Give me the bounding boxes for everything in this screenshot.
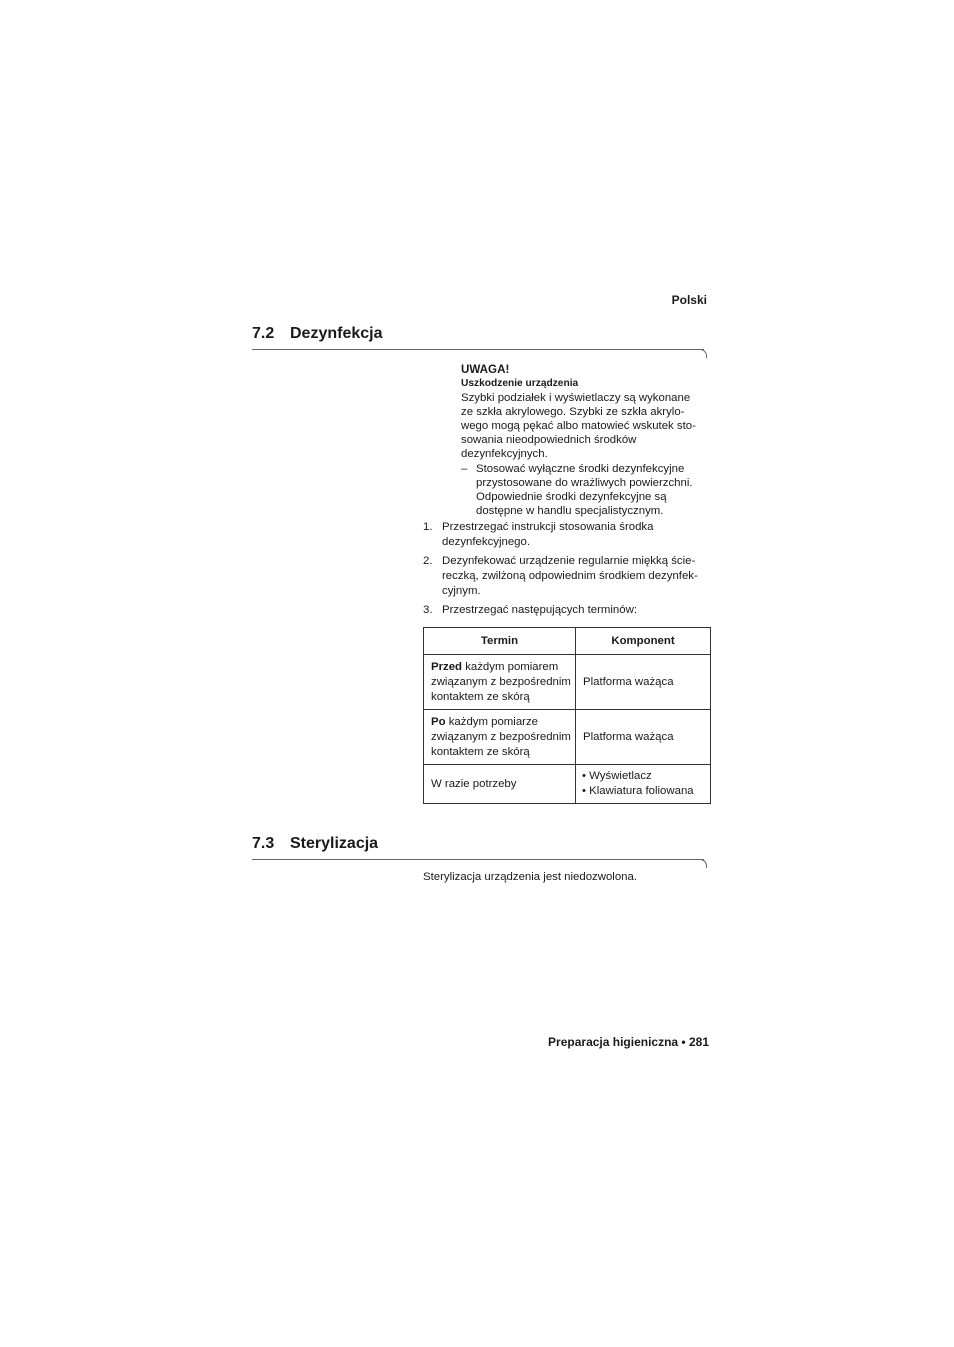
instruction-line: dostępne w handlu specjalistycznym. (476, 505, 664, 517)
instruction-line: Odpowiednie środki dezynfekcyjne są (476, 491, 667, 503)
step-line: reczką, zwilżoną odpowiednim środkiem dezynfek- (442, 570, 698, 582)
list-item (423, 554, 713, 599)
term-emphasis: Przed (431, 660, 463, 673)
section-heading-sterilization (252, 835, 378, 853)
component-cell: Platforma ważąca (576, 655, 711, 710)
term-cell: W razie potrzeby (424, 765, 576, 804)
steps-list (423, 520, 713, 622)
term-text: kontaktem ze skórą (431, 745, 530, 758)
language-label: Polski (671, 293, 707, 307)
warning-line: wego mogą pękać albo matowieć wskutek sto- (461, 420, 696, 432)
term-cell (424, 710, 576, 765)
table-header-term: Termin (424, 628, 576, 655)
instruction-line: Stosować wyłączne środki dezynfekcyjne (476, 463, 685, 475)
table-row (424, 655, 711, 710)
component-cell: Platforma ważąca (576, 710, 711, 765)
step-line: Dezynfekować urządzenie regularnie miękką ście- (442, 555, 696, 567)
list-item (423, 603, 713, 618)
section-rule-tail (700, 349, 707, 358)
instruction-line: przystosowane do wrażliwych powierzchni. (476, 477, 693, 489)
term-text: związanym z bezpośrednim (431, 675, 571, 688)
warning-subtitle: Uszkodzenie urządzenia (461, 378, 579, 389)
term-cell (424, 655, 576, 710)
step-line: dezynfekcyjnego. (442, 536, 531, 548)
warning-line: sowania nieodpowiednich środków (461, 434, 637, 446)
step-number: 2. (423, 555, 433, 567)
step-line: cyjnym. (442, 585, 481, 597)
table-row (424, 710, 711, 765)
page-footer: Preparacja higieniczna • 281 (548, 1035, 709, 1049)
warning-line: ze szkła akrylowego. Szybki ze szkła akrylo- (461, 406, 685, 418)
warning-block (461, 363, 711, 518)
warning-line: dezynfekcyjnych. (461, 448, 548, 460)
table-row (424, 765, 711, 804)
term-text: związanym z bezpośrednim (431, 730, 571, 743)
step-number: 1. (423, 521, 433, 533)
warning-instruction (461, 462, 711, 518)
term-text: każdym pomiarze (445, 715, 538, 728)
sterilization-text: Sterylizacja urządzenia jest niedozwolona. (423, 871, 638, 883)
step-line: Przestrzegać instrukcji stosowania środka (442, 521, 654, 533)
section-rule (252, 859, 704, 860)
table-header-row (424, 628, 711, 655)
warning-text (461, 391, 711, 461)
warning-label: UWAGA! (461, 363, 510, 376)
section-heading-disinfection (252, 325, 383, 343)
disinfection-schedule-table (423, 627, 711, 804)
component-item: • Klawiatura foliowana (582, 785, 694, 797)
step-number: 3. (423, 604, 433, 616)
term-text: kontaktem ze skórą (431, 690, 530, 703)
list-item (423, 520, 713, 550)
component-item: • Wyświetlacz (582, 770, 652, 782)
table-header-component: Komponent (576, 628, 711, 655)
step-line: Przestrzegać następujących terminów: (442, 604, 637, 616)
section-rule-tail (700, 859, 707, 868)
warning-line: Szybki podziałek i wyświetlaczy są wykonane (461, 392, 691, 404)
term-text: każdym pomiarem (462, 660, 559, 673)
component-cell (576, 765, 711, 804)
term-emphasis: Po (431, 715, 446, 728)
section-rule (252, 349, 704, 350)
section-title: Dezynfekcja (290, 325, 383, 342)
dash-marker: – (461, 463, 468, 475)
section-title: Sterylizacja (290, 835, 379, 852)
section-number: 7.3 (252, 835, 275, 852)
section-number: 7.2 (252, 325, 275, 342)
